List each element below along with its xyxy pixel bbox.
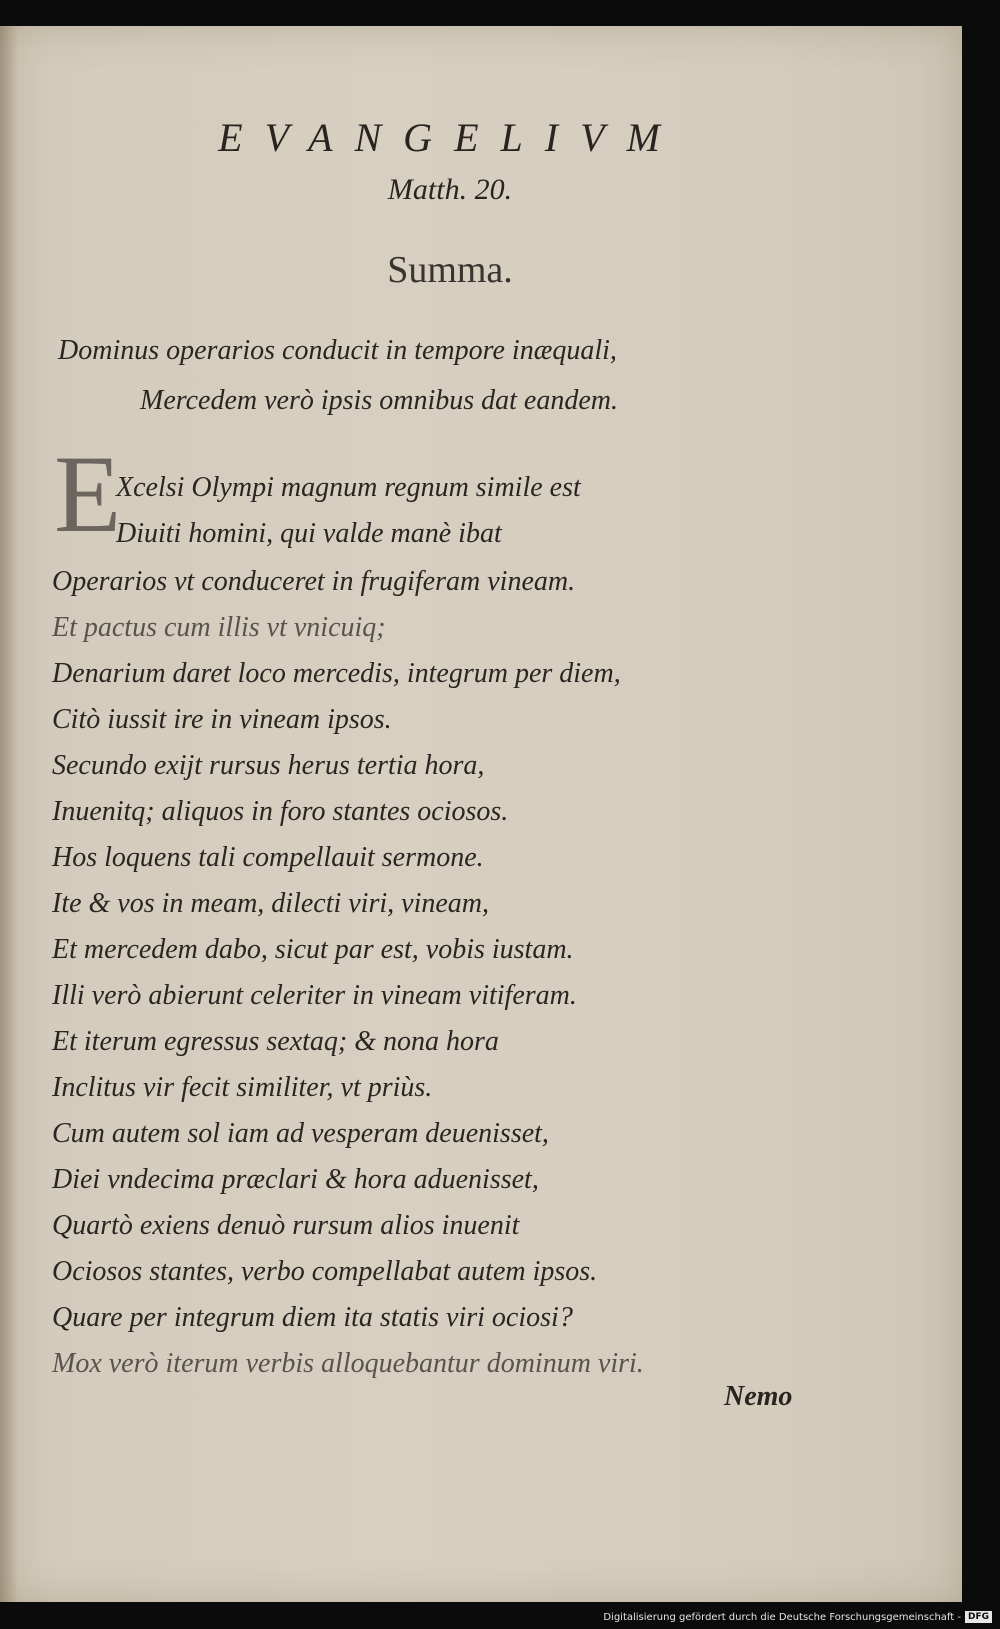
verse-line: Denarium daret loco mercedis, integrum per diem, bbox=[52, 658, 621, 689]
summary-line: Mercedem verò ipsis omnibus dat eandem. bbox=[140, 385, 618, 416]
verse-line: Xcelsi Olympi magnum regnum simile est bbox=[116, 472, 581, 503]
verse-line: Quartò exiens denuò rursum alios inuenit bbox=[52, 1210, 520, 1241]
verse-line: Diuiti homini, qui valde manè ibat bbox=[116, 518, 502, 549]
credit-text: Digitalisierung gefördert durch die Deutsche Forschungsgemeinschaft - bbox=[603, 1612, 961, 1623]
drop-cap-initial: E bbox=[54, 433, 122, 555]
book-page bbox=[0, 26, 962, 1602]
verse-line: Et pactus cum illis vt vnicuiq; bbox=[52, 612, 386, 643]
running-head: EVANGELIVM bbox=[218, 115, 682, 160]
catchword: Nemo bbox=[724, 1381, 793, 1412]
verse-line: Inclitus vir fecit similiter, vt priùs. bbox=[52, 1072, 433, 1103]
verse-line: Mox verò iterum verbis alloquebantur dominum viri. bbox=[52, 1348, 644, 1379]
verse-body bbox=[52, 468, 644, 1390]
digitization-credit bbox=[603, 1611, 992, 1625]
verse-line: Inuenitq; aliquos in foro stantes ociosos. bbox=[52, 796, 509, 827]
verse-line: Cum autem sol iam ad vesperam deuenisset, bbox=[52, 1118, 549, 1149]
verse-line: Hos loquens tali compellauit sermone. bbox=[52, 842, 484, 873]
verse-line: Quare per integrum diem ita statis viri ociosi? bbox=[52, 1302, 573, 1333]
verse-line: Et iterum egressus sextaq; & nona hora bbox=[52, 1026, 499, 1057]
verse-line: Citò iussit ire in vineam ipsos. bbox=[52, 704, 392, 735]
verse-line: Ociosos stantes, verbo compellabat autem ipsos. bbox=[52, 1256, 598, 1287]
verse-line: Et mercedem dabo, sicut par est, vobis iustam. bbox=[52, 934, 574, 965]
dfg-logo: DFG bbox=[965, 1611, 992, 1623]
summary-line: Dominus operarios conducit in tempore inæquali, bbox=[58, 335, 617, 366]
chapter-reference: Matth. 20. bbox=[387, 173, 513, 206]
verse-line: Ite & vos in meam, dilecti viri, vineam, bbox=[52, 888, 489, 919]
verse-line: Illi verò abierunt celeriter in vineam vitiferam. bbox=[52, 980, 577, 1011]
verse-line: Operarios vt conduceret in frugiferam vineam. bbox=[52, 566, 576, 597]
summary-title: Summa. bbox=[387, 249, 513, 291]
verse-line: Secundo exijt rursus herus tertia hora, bbox=[52, 750, 485, 781]
verse-line: Diei vndecima præclari & hora aduenisset, bbox=[52, 1164, 539, 1195]
